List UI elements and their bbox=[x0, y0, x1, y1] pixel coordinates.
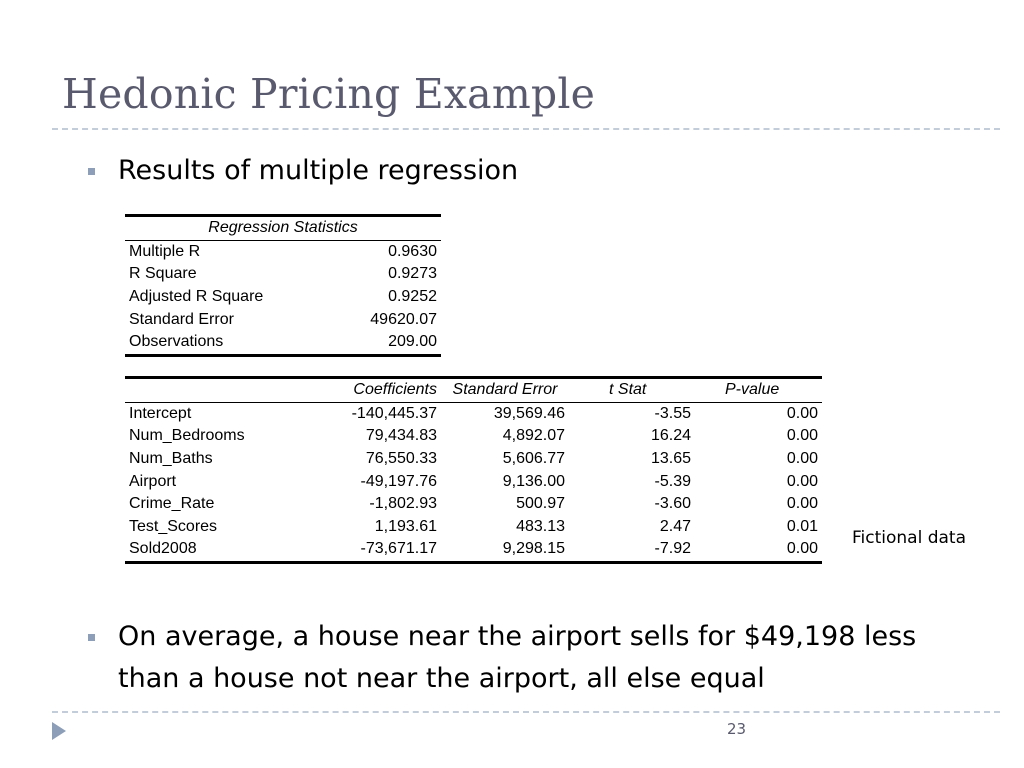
t-stat-value: 16.24 bbox=[650, 427, 691, 445]
table-row bbox=[125, 240, 441, 263]
std-error-value: 9,136.00 bbox=[502, 472, 565, 490]
std-error-value: 500.97 bbox=[516, 495, 565, 513]
table-row bbox=[125, 402, 822, 425]
bullet-text: On average, a house near the airport sells for $49,198 less than a house not near the airport, all else equal bbox=[118, 621, 917, 694]
table-row bbox=[125, 538, 822, 562]
table-row bbox=[125, 263, 441, 286]
stat-label: R Square bbox=[129, 265, 197, 283]
p-value: 0.01 bbox=[786, 517, 818, 535]
coefficients-table bbox=[125, 376, 822, 564]
stat-value: 0.9273 bbox=[388, 265, 437, 283]
variable-name: Num_Bedrooms bbox=[129, 427, 245, 445]
column-header: Coefficients bbox=[353, 381, 437, 399]
variable-name: Intercept bbox=[129, 404, 192, 422]
bullet-square-icon bbox=[88, 634, 95, 641]
table-row bbox=[125, 470, 822, 493]
t-stat-value: -3.55 bbox=[654, 404, 691, 422]
column-header: P-value bbox=[725, 381, 780, 399]
std-error-value: 5,606.77 bbox=[502, 450, 565, 468]
table-row bbox=[125, 448, 822, 471]
stat-value: 0.9630 bbox=[388, 242, 437, 260]
footer-divider bbox=[52, 711, 1000, 713]
title-divider bbox=[52, 128, 1000, 130]
variable-name: Test_Scores bbox=[129, 517, 218, 535]
column-header: Standard Error bbox=[452, 381, 558, 399]
p-value: 0.00 bbox=[786, 472, 818, 490]
coefficient-value: -1,802.93 bbox=[369, 495, 437, 513]
coefficient-value: 79,434.83 bbox=[365, 427, 437, 445]
coefficient-value: -140,445.37 bbox=[351, 404, 437, 422]
stat-value: 0.9252 bbox=[388, 288, 437, 306]
fictional-data-note: Fictional data bbox=[852, 528, 967, 548]
coefficient-value: -73,671.17 bbox=[360, 540, 437, 558]
std-error-value: 4,892.07 bbox=[502, 427, 565, 445]
play-triangle-icon bbox=[52, 722, 66, 740]
table-header: Regression Statistics bbox=[208, 219, 358, 237]
p-value: 0.00 bbox=[786, 450, 818, 468]
p-value: 0.00 bbox=[786, 427, 818, 445]
slide-number: 23 bbox=[727, 720, 747, 738]
p-value: 0.00 bbox=[786, 540, 818, 558]
p-value: 0.00 bbox=[786, 495, 818, 513]
variable-name: Sold2008 bbox=[129, 540, 197, 558]
stat-label: Adjusted R Square bbox=[129, 288, 264, 306]
t-stat-value: -3.60 bbox=[654, 495, 691, 513]
stat-value: 209.00 bbox=[388, 333, 437, 351]
stat-label: Standard Error bbox=[129, 310, 234, 328]
table-row bbox=[125, 331, 441, 355]
coefficient-value: -49,197.76 bbox=[360, 472, 437, 490]
t-stat-value: -7.92 bbox=[654, 540, 691, 558]
stat-label: Multiple R bbox=[129, 242, 201, 260]
stat-label: Observations bbox=[129, 333, 224, 351]
bullet-square-icon bbox=[88, 168, 95, 175]
table-row bbox=[125, 425, 822, 448]
regression-statistics-table bbox=[125, 214, 441, 357]
std-error-value: 483.13 bbox=[516, 517, 565, 535]
table-row bbox=[125, 308, 441, 331]
t-stat-value: 2.47 bbox=[659, 517, 691, 535]
t-stat-value: -5.39 bbox=[654, 472, 691, 490]
coefficient-value: 76,550.33 bbox=[365, 450, 437, 468]
table-row bbox=[125, 516, 822, 539]
column-header bbox=[125, 378, 315, 403]
std-error-value: 9,298.15 bbox=[502, 540, 565, 558]
slide-title: Hedonic Pricing Example bbox=[62, 70, 596, 118]
table-row bbox=[125, 286, 441, 309]
variable-name: Crime_Rate bbox=[129, 495, 215, 513]
column-header: t Stat bbox=[609, 381, 647, 399]
t-stat-value: 13.65 bbox=[650, 450, 691, 468]
table-row bbox=[125, 493, 822, 516]
stat-value: 49620.07 bbox=[370, 310, 437, 328]
variable-name: Num_Baths bbox=[129, 450, 213, 468]
coefficient-value: 1,193.61 bbox=[374, 517, 437, 535]
std-error-value: 39,569.46 bbox=[493, 404, 565, 422]
bullet-text: Results of multiple regression bbox=[118, 155, 519, 186]
variable-name: Airport bbox=[129, 472, 177, 490]
p-value: 0.00 bbox=[786, 404, 818, 422]
